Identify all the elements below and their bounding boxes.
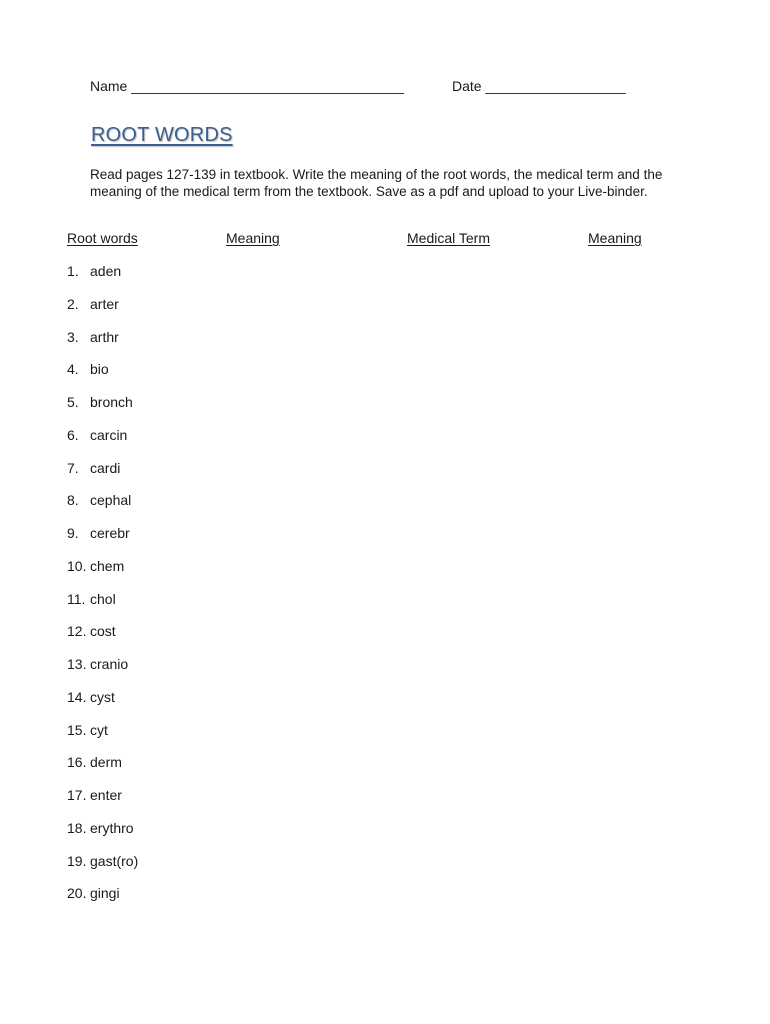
list-item bbox=[67, 884, 138, 917]
root-word: cardi bbox=[90, 459, 121, 476]
root-word: cyt bbox=[90, 721, 108, 738]
item-number: 1. bbox=[67, 263, 79, 279]
column-header-root-words: Root words bbox=[67, 230, 138, 246]
list-item bbox=[67, 852, 138, 885]
list-item bbox=[67, 786, 138, 819]
root-word: bio bbox=[90, 361, 109, 378]
list-item bbox=[67, 459, 138, 492]
name-field-label: Name ___________________________________ bbox=[90, 78, 404, 94]
item-number: 19. bbox=[67, 852, 87, 869]
list-item bbox=[67, 524, 138, 557]
item-number: 11. bbox=[67, 590, 86, 607]
root-word: cephal bbox=[90, 492, 132, 509]
root-word: arthr bbox=[90, 328, 119, 345]
item-number: 18. bbox=[67, 819, 87, 836]
item-number: 4. bbox=[67, 361, 79, 378]
item-number: 13. bbox=[67, 656, 87, 672]
item-number: 20. bbox=[67, 885, 87, 902]
list-item bbox=[67, 295, 138, 328]
item-number: 7. bbox=[67, 459, 79, 476]
root-word: bronch bbox=[90, 394, 133, 410]
item-number: 6. bbox=[67, 426, 79, 443]
list-item bbox=[67, 491, 138, 524]
root-word: gingi bbox=[90, 885, 120, 902]
root-word: gast(ro) bbox=[90, 852, 139, 869]
list-item bbox=[67, 360, 138, 393]
item-number: 17. bbox=[67, 787, 87, 803]
root-word-list bbox=[67, 262, 138, 917]
column-header-term-meaning: Meaning bbox=[588, 230, 642, 246]
item-number: 5. bbox=[67, 394, 79, 410]
list-item bbox=[67, 622, 138, 655]
list-item bbox=[67, 262, 138, 295]
list-item bbox=[67, 590, 138, 623]
root-word: cranio bbox=[90, 656, 129, 672]
list-item bbox=[67, 557, 138, 590]
list-item bbox=[67, 819, 138, 852]
item-number: 3. bbox=[67, 328, 79, 345]
item-number: 15. bbox=[67, 721, 87, 738]
root-word: enter bbox=[90, 787, 122, 803]
item-number: 8. bbox=[67, 492, 79, 509]
root-word: carcin bbox=[90, 426, 128, 443]
root-word: aden bbox=[90, 263, 122, 279]
list-item bbox=[67, 655, 138, 688]
root-word: derm bbox=[90, 754, 122, 771]
root-word: arter bbox=[90, 295, 119, 312]
root-word: cerebr bbox=[90, 525, 130, 541]
list-item bbox=[67, 721, 138, 754]
column-header-meaning: Meaning bbox=[226, 230, 280, 246]
item-number: 9. bbox=[67, 525, 79, 541]
column-header-medical-term: Medical Term bbox=[407, 230, 490, 246]
item-number: 14. bbox=[67, 688, 87, 705]
root-word: chol bbox=[90, 590, 116, 607]
item-number: 16. bbox=[67, 754, 87, 771]
list-item bbox=[67, 688, 138, 721]
item-number: 10. bbox=[67, 557, 87, 574]
instructions-paragraph: Read pages 127-139 in textbook. Write the meaning of the root words, the medical term and the meaning of the medical term from the textbook. Save as a pdf and upload to your Live-binder. bbox=[90, 167, 663, 199]
root-word: cyst bbox=[90, 688, 115, 705]
list-item bbox=[67, 426, 138, 459]
date-field-label: Date __________________ bbox=[452, 78, 626, 94]
list-item bbox=[67, 328, 138, 361]
item-number: 2. bbox=[67, 295, 79, 312]
list-item bbox=[67, 393, 138, 426]
page-title: ROOT WORDS bbox=[91, 124, 233, 146]
root-word: erythro bbox=[90, 819, 134, 836]
root-word: chem bbox=[90, 557, 125, 574]
list-item bbox=[67, 753, 138, 786]
item-number: 12. bbox=[67, 623, 87, 640]
root-word: cost bbox=[90, 623, 116, 640]
